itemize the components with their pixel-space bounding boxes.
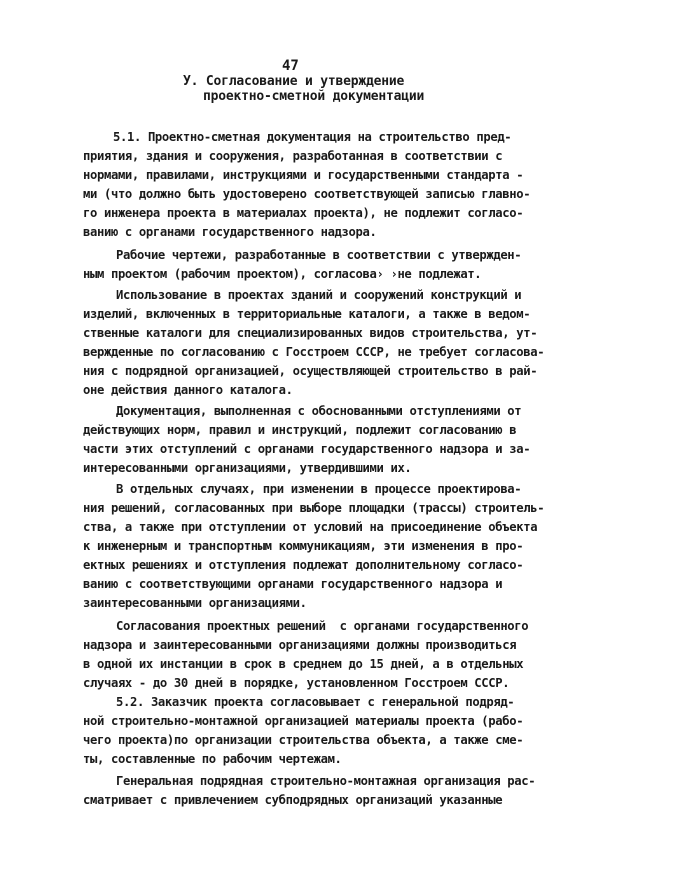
text-line: В отдельных случаях, при изменении в процессе проектирова- <box>116 482 522 496</box>
text-line: к инженерным и транспортным коммуникациям, эти изменения в про- <box>83 539 524 553</box>
text-line: ния с подрядной организацией, осуществляющей строительство в рай- <box>83 364 538 378</box>
text-line: приятия, здания и сооружения, разработанная в соответствии с <box>83 149 503 163</box>
text-line: чего проекта)по организации строительства объекта, а также сме- <box>83 733 524 747</box>
text-line: ной строительно-монтажной организацией материалы проекта (рабо- <box>83 714 524 728</box>
text-line: изделий, включенных в территориальные каталоги, а также в ведом- <box>83 307 531 321</box>
text-line: ванию с органами государственного надзора. <box>83 225 377 239</box>
text-line: части этих отступлений с органами государственного надзора и за- <box>83 442 531 456</box>
text-line: Генеральная подрядная строительно-монтажная организация рас- <box>116 774 536 788</box>
text-line: случаях - до 30 дней в порядке, установленном Госстроем СССР. <box>83 676 510 690</box>
text-line: интересованными организациями, утвердившими их. <box>83 461 412 475</box>
text-line: 5.2. Заказчик проекта согласовывает с генеральной подряд- <box>116 695 515 709</box>
text-line: Документация, выполненная с обоснованными отступлениями от <box>116 404 522 418</box>
text-line: ния решений, согласованных при выборе площадки (трассы) строитель- <box>83 501 545 515</box>
page-number: 47 <box>282 58 299 74</box>
text-line: ственные каталоги для специализированных видов строительства, ут- <box>83 326 538 340</box>
text-line: оне действия данного каталога. <box>83 383 293 397</box>
text-line: Согласования проектных решений с органами государственного <box>116 619 529 633</box>
text-line: нормами, правилами, инструкциями и государственными стандарта - <box>83 168 524 182</box>
text-line: действующих норм, правил и инструкций, подлежит согласованию в <box>83 423 517 437</box>
text-line: вержденные по согласованию с Госстроем СССР, не требует согласова- <box>83 345 545 359</box>
text-line: надзора и заинтересованными организациями должны производиться <box>83 638 517 652</box>
text-line: сматривает с привлечением субподрядных организаций указанные <box>83 793 503 807</box>
section-heading-line-1: У. Согласование и утверждение <box>183 74 405 89</box>
text-line: го инженера проекта в материалах проекта), не подлежит согласо- <box>83 206 524 220</box>
text-line: ми (что должно быть удостоверено соответствующей записью главно- <box>83 187 531 201</box>
text-line: Рабочие чертежи, разработанные в соответствии с утвержден- <box>116 248 522 262</box>
text-line: ства, а также при отступлении от условий на присоединение объекта <box>83 520 538 534</box>
text-line: 5.1. Проектно-сметная документация на строительство пред- <box>113 130 512 144</box>
text-line: ектных решениях и отступления подлежат дополнительному согласо- <box>83 558 524 572</box>
text-line: ты, составленные по рабочим чертежам. <box>83 752 342 766</box>
text-line: ным проектом (рабочим проектом), согласова› ›не подлежат. <box>83 267 482 281</box>
text-line: Использование в проектах зданий и сооружений конструкций и <box>116 288 522 302</box>
text-line: ванию с соответствующими органами государственного надзора и <box>83 577 503 591</box>
text-line: заинтересованными организациями. <box>83 596 307 610</box>
section-heading-line-2: проектно-сметной документации <box>203 89 425 104</box>
text-line: в одной их инстанции в срок в среднем до 15 дней, а в отдельных <box>83 657 524 671</box>
